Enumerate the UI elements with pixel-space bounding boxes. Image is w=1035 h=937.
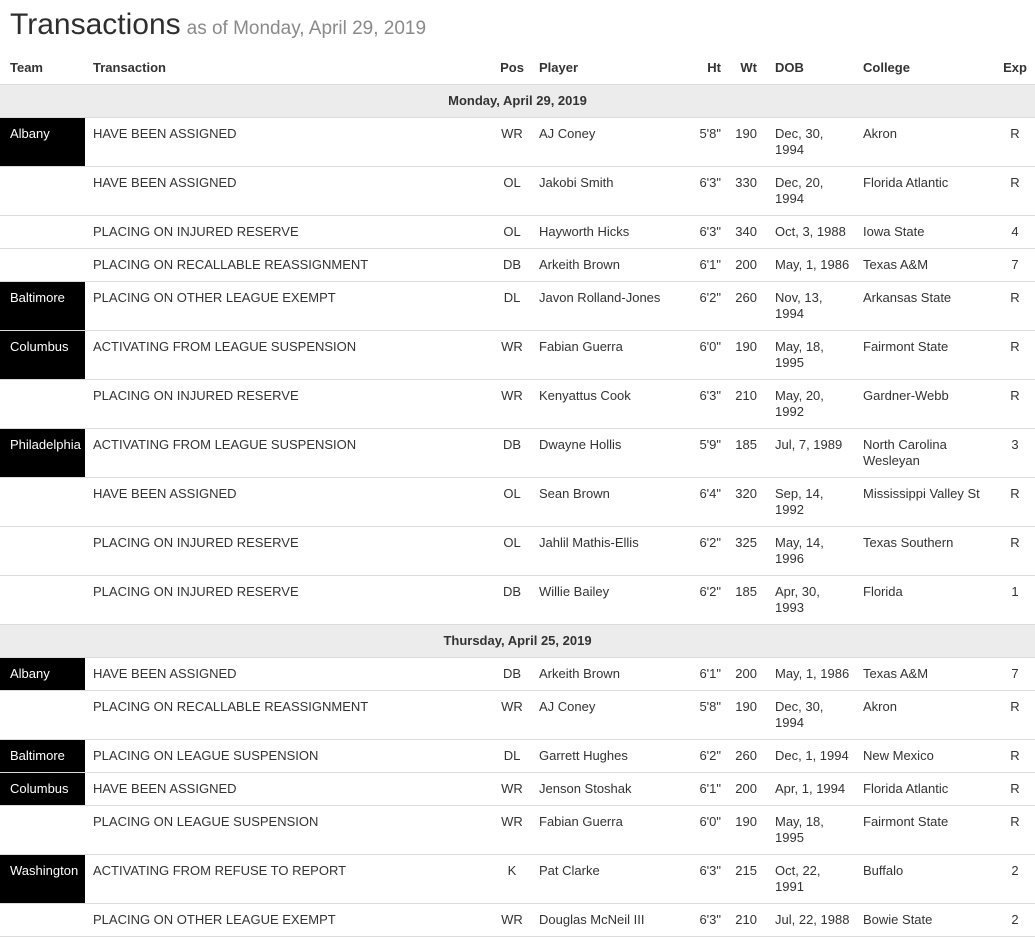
team-cell: Columbus [0, 773, 85, 806]
pos-cell: DB [502, 666, 522, 681]
transaction-cell: HAVE BEEN ASSIGNED [93, 781, 237, 796]
transaction-cell: PLACING ON INJURED RESERVE [93, 535, 299, 550]
pos-cell: WR [501, 339, 523, 354]
college-cell: Iowa State [863, 224, 925, 239]
player-cell: Fabian Guerra [539, 814, 623, 829]
college-cell: Texas A&M [863, 666, 929, 681]
college-cell: Gardner-Webb [863, 388, 949, 403]
exp-cell: R [1010, 388, 1020, 403]
page-header [10, 8, 1035, 42]
player-cell: Garrett Hughes [539, 748, 628, 763]
college-cell: Fairmont State [863, 814, 949, 829]
height-cell: 6'3" [699, 912, 721, 927]
pos-cell: DL [503, 748, 521, 763]
transactions-table [0, 52, 1035, 937]
weight-cell: 320 [735, 486, 757, 501]
table-row [0, 527, 1035, 576]
dob-cell: May, 1, 1986 [775, 257, 850, 272]
table-row [0, 282, 1035, 331]
exp-cell: 7 [1011, 666, 1019, 681]
exp-cell: 4 [1011, 224, 1019, 239]
pos-cell: K [507, 863, 517, 878]
section-date-label: Monday, April 29, 2019 [0, 85, 1035, 118]
dob-cell: Oct, 22, 1991 [775, 863, 821, 894]
college-cell: Texas A&M [863, 257, 929, 272]
column-header-wt: Wt [740, 60, 757, 75]
exp-cell: R [1010, 699, 1020, 714]
transaction-cell: PLACING ON LEAGUE SUSPENSION [93, 814, 319, 829]
exp-cell: 7 [1011, 257, 1019, 272]
player-cell: Dwayne Hollis [539, 437, 622, 452]
height-cell: 6'2" [699, 535, 721, 550]
college-cell: Akron [863, 126, 897, 141]
team-cell [0, 806, 85, 855]
table-row [0, 380, 1035, 429]
section-date-label: Thursday, April 25, 2019 [0, 625, 1035, 658]
team-cell: Albany [0, 118, 85, 167]
height-cell: 6'1" [699, 781, 721, 796]
table-row [0, 691, 1035, 740]
date-section-row [0, 625, 1035, 658]
table-row [0, 576, 1035, 625]
exp-cell: R [1010, 535, 1020, 550]
dob-cell: Jul, 7, 1989 [775, 437, 843, 452]
pos-cell: DB [502, 584, 522, 599]
weight-cell: 260 [735, 748, 757, 763]
dob-cell: May, 14, 1996 [775, 535, 824, 566]
height-cell: 6'3" [699, 863, 721, 878]
team-cell: Columbus [0, 331, 85, 380]
player-cell: Fabian Guerra [539, 339, 623, 354]
transaction-cell: PLACING ON INJURED RESERVE [93, 388, 299, 403]
team-cell: Baltimore [0, 740, 85, 773]
player-cell: Jahlil Mathis-Ellis [539, 535, 639, 550]
dob-cell: Dec, 30, 1994 [775, 699, 824, 730]
dob-cell: Dec, 1, 1994 [775, 748, 849, 763]
college-cell: Bowie State [863, 912, 933, 927]
weight-cell: 190 [735, 126, 757, 141]
weight-cell: 210 [735, 912, 757, 927]
team-cell [0, 576, 85, 625]
table-row [0, 249, 1035, 282]
team-cell [0, 527, 85, 576]
column-header-dob: DOB [775, 60, 804, 75]
column-header-college: College [863, 60, 910, 75]
pos-cell: WR [501, 814, 523, 829]
height-cell: 6'3" [699, 175, 721, 190]
transaction-cell: ACTIVATING FROM LEAGUE SUSPENSION [93, 339, 357, 354]
height-cell: 6'4" [699, 486, 721, 501]
dob-cell: Sep, 14, 1992 [775, 486, 824, 517]
dob-cell: Dec, 30, 1994 [775, 126, 824, 157]
transaction-cell: PLACING ON RECALLABLE REASSIGNMENT [93, 257, 369, 272]
height-cell: 6'1" [699, 666, 721, 681]
college-cell: New Mexico [863, 748, 934, 763]
weight-cell: 190 [735, 339, 757, 354]
team-cell [0, 691, 85, 740]
column-header-exp: Exp [1003, 60, 1027, 75]
pos-cell: WR [501, 781, 523, 796]
college-cell: Arkansas State [863, 290, 952, 305]
transaction-cell: HAVE BEEN ASSIGNED [93, 175, 237, 190]
weight-cell: 185 [735, 584, 757, 599]
table-row [0, 806, 1035, 855]
college-cell: Florida Atlantic [863, 781, 949, 796]
height-cell: 6'0" [699, 814, 721, 829]
player-cell: Arkeith Brown [539, 666, 620, 681]
page-title: Transactions [10, 8, 181, 41]
pos-cell: WR [501, 699, 523, 714]
exp-cell: 3 [1011, 437, 1019, 452]
exp-cell: R [1010, 748, 1020, 763]
weight-cell: 185 [735, 437, 757, 452]
college-cell: Akron [863, 699, 897, 714]
team-cell [0, 216, 85, 249]
weight-cell: 215 [735, 863, 757, 878]
height-cell: 6'3" [699, 388, 721, 403]
table-row [0, 740, 1035, 773]
team-cell: Philadelphia [0, 429, 85, 478]
team-cell: Albany [0, 658, 85, 691]
table-row [0, 478, 1035, 527]
transaction-cell: PLACING ON INJURED RESERVE [93, 224, 299, 239]
transaction-cell: ACTIVATING FROM LEAGUE SUSPENSION [93, 437, 357, 452]
exp-cell: R [1010, 175, 1020, 190]
player-cell: Douglas McNeil III [539, 912, 645, 927]
table-row [0, 118, 1035, 167]
transaction-cell: HAVE BEEN ASSIGNED [93, 126, 237, 141]
pos-cell: DL [503, 290, 521, 305]
dob-cell: May, 18, 1995 [775, 339, 824, 370]
table-row [0, 855, 1035, 904]
team-cell [0, 478, 85, 527]
page-subtitle: as of Monday, April 29, 2019 [186, 18, 427, 39]
weight-cell: 325 [735, 535, 757, 550]
weight-cell: 210 [735, 388, 757, 403]
player-cell: Hayworth Hicks [539, 224, 630, 239]
dob-cell: Dec, 20, 1994 [775, 175, 824, 206]
player-cell: Willie Bailey [539, 584, 610, 599]
pos-cell: DB [502, 437, 522, 452]
player-cell: Jakobi Smith [539, 175, 614, 190]
dob-cell: Apr, 30, 1993 [775, 584, 820, 615]
dob-cell: Apr, 1, 1994 [775, 781, 846, 796]
dob-cell: May, 1, 1986 [775, 666, 850, 681]
team-cell: Washington [0, 855, 85, 904]
team-cell [0, 167, 85, 216]
pos-cell: WR [501, 388, 523, 403]
transaction-cell: PLACING ON OTHER LEAGUE EXEMPT [93, 290, 336, 305]
weight-cell: 190 [735, 814, 757, 829]
college-cell: Buffalo [863, 863, 904, 878]
transaction-cell: HAVE BEEN ASSIGNED [93, 486, 237, 501]
height-cell: 5'8" [699, 699, 721, 714]
pos-cell: OL [503, 224, 521, 239]
dob-cell: Oct, 3, 1988 [775, 224, 846, 239]
pos-cell: WR [501, 126, 523, 141]
height-cell: 6'0" [699, 339, 721, 354]
pos-cell: OL [503, 486, 521, 501]
exp-cell: 2 [1011, 912, 1019, 927]
weight-cell: 340 [735, 224, 757, 239]
weight-cell: 200 [735, 666, 757, 681]
column-header-ht: Ht [707, 60, 721, 75]
college-cell: Mississippi Valley St [863, 486, 980, 501]
team-cell [0, 904, 85, 937]
column-header-player: Player [539, 60, 579, 75]
column-header-pos: Pos [500, 60, 524, 75]
table-row [0, 331, 1035, 380]
table-row [0, 773, 1035, 806]
exp-cell: 2 [1011, 863, 1019, 878]
college-cell: North Carolina Wesleyan [863, 437, 947, 468]
player-cell: Javon Rolland-Jones [539, 290, 661, 305]
height-cell: 6'2" [699, 748, 721, 763]
player-cell: AJ Coney [539, 699, 596, 714]
exp-cell: R [1010, 781, 1020, 796]
table-header-row [0, 52, 1035, 85]
weight-cell: 330 [735, 175, 757, 190]
transaction-cell: PLACING ON LEAGUE SUSPENSION [93, 748, 319, 763]
exp-cell: R [1010, 486, 1020, 501]
weight-cell: 260 [735, 290, 757, 305]
player-cell: Pat Clarke [539, 863, 600, 878]
team-cell [0, 380, 85, 429]
transaction-cell: PLACING ON RECALLABLE REASSIGNMENT [93, 699, 369, 714]
dob-cell: May, 18, 1995 [775, 814, 824, 845]
player-cell: Jenson Stoshak [539, 781, 632, 796]
pos-cell: DB [502, 257, 522, 272]
height-cell: 6'2" [699, 584, 721, 599]
college-cell: Fairmont State [863, 339, 949, 354]
pos-cell: OL [503, 535, 521, 550]
transactions-tbody [0, 85, 1035, 937]
exp-cell: 1 [1011, 584, 1019, 599]
college-cell: Florida Atlantic [863, 175, 949, 190]
height-cell: 6'2" [699, 290, 721, 305]
pos-cell: WR [501, 912, 523, 927]
height-cell: 6'1" [699, 257, 721, 272]
height-cell: 6'3" [699, 224, 721, 239]
exp-cell: R [1010, 290, 1020, 305]
exp-cell: R [1010, 814, 1020, 829]
college-cell: Texas Southern [863, 535, 954, 550]
table-row [0, 167, 1035, 216]
pos-cell: OL [503, 175, 521, 190]
height-cell: 5'9" [699, 437, 721, 452]
transaction-cell: PLACING ON OTHER LEAGUE EXEMPT [93, 912, 336, 927]
team-cell: Baltimore [0, 282, 85, 331]
weight-cell: 200 [735, 257, 757, 272]
column-header-team: Team [10, 60, 43, 75]
player-cell: AJ Coney [539, 126, 596, 141]
table-row [0, 658, 1035, 691]
table-row [0, 216, 1035, 249]
transaction-cell: HAVE BEEN ASSIGNED [93, 666, 237, 681]
date-section-row [0, 85, 1035, 118]
dob-cell: Nov, 13, 1994 [775, 290, 823, 321]
column-header-transaction: Transaction [93, 60, 166, 75]
weight-cell: 200 [735, 781, 757, 796]
college-cell: Florida [863, 584, 903, 599]
dob-cell: Jul, 22, 1988 [775, 912, 850, 927]
height-cell: 5'8" [699, 126, 721, 141]
transaction-cell: ACTIVATING FROM REFUSE TO REPORT [93, 863, 347, 878]
player-cell: Sean Brown [539, 486, 610, 501]
table-row [0, 429, 1035, 478]
dob-cell: May, 20, 1992 [775, 388, 824, 419]
table-row [0, 904, 1035, 937]
exp-cell: R [1010, 126, 1020, 141]
exp-cell: R [1010, 339, 1020, 354]
player-cell: Kenyattus Cook [539, 388, 631, 403]
transaction-cell: PLACING ON INJURED RESERVE [93, 584, 299, 599]
weight-cell: 190 [735, 699, 757, 714]
team-cell [0, 249, 85, 282]
player-cell: Arkeith Brown [539, 257, 620, 272]
